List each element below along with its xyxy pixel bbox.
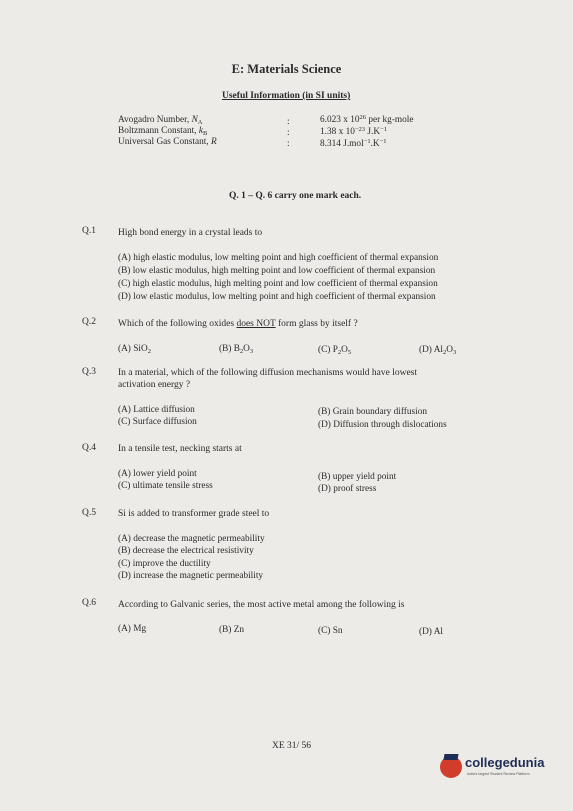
option-d: (D) proof stress	[318, 484, 377, 494]
option-c: (C) improve the ductility	[118, 559, 211, 569]
question-number: Q.4	[82, 443, 96, 453]
constant-sep: :	[287, 117, 290, 127]
question-text: In a material, which of the following diffusion mechanisms would have lowest	[118, 368, 418, 378]
logo-name: collegedunia	[465, 755, 545, 770]
option-b: (B) low elastic modulus, high melting point and low coefficient of thermal expansion	[118, 266, 436, 276]
option-d: (D) low elastic modulus, low melting point and high coefficient of thermal expansion	[118, 292, 436, 302]
option-a: (A) high elastic modulus, low melting point and high coefficient of thermal expansion	[118, 253, 439, 263]
question-text: Which of the following oxides does NOT form glass by itself ?	[118, 319, 358, 329]
page-number: XE 31/ 56	[272, 741, 312, 751]
option-d: (D) increase the magnetic permeability	[118, 571, 264, 581]
question-text: High bond energy in a crystal leads to	[118, 228, 263, 238]
option-b: (B) Zn	[219, 625, 245, 635]
option-a: (A) lower yield point	[118, 469, 197, 479]
constant-boltzmann-value: 1.38 x $10^{-23}$ $J.K^{-1}$	[320, 126, 387, 137]
logo-tagline: India's largest Student Review Platform	[467, 772, 530, 776]
option-b: (B) decrease the electrical resistivity	[118, 546, 254, 556]
question-number: Q.1	[82, 226, 96, 236]
question-text: Si is added to transformer grade steel to	[118, 509, 270, 519]
question-text-line2: activation energy ?	[118, 380, 191, 390]
cap-shape	[443, 754, 458, 760]
option-c: (C) Sn	[318, 626, 343, 636]
option-d: (D) Diffusion through dislocations	[318, 420, 447, 430]
constant-gas-value: 8.314 $J.mol^{-1}.K^{-1}$	[320, 138, 387, 149]
question-number: Q.5	[82, 508, 96, 518]
question-text: In a tensile test, necking starts at	[118, 444, 242, 454]
useful-info-heading: Useful Information (in SI units)	[222, 91, 351, 101]
option-a: (A) decrease the magnetic permeability	[118, 534, 265, 544]
option-b: (B) upper yield point	[318, 472, 397, 482]
constant-sep: :	[287, 128, 290, 138]
option-d: (D) $Al_2O_3$	[419, 345, 457, 356]
collegedunia-logo	[440, 752, 560, 782]
question-text: According to Galvanic series, the most active metal among the following is	[118, 600, 405, 610]
question-number: Q.2	[82, 317, 96, 327]
constant-boltzmann-name: Boltzmann Constant, $k_B$	[118, 126, 208, 137]
option-c: (C) $P_2O_5$	[318, 345, 352, 356]
option-a: (A) Lattice diffusion	[118, 405, 195, 415]
option-b: (B) Grain boundary diffusion	[318, 407, 428, 417]
option-c: (C) high elastic modulus, high melting point and low coefficient of thermal expansion	[118, 279, 438, 289]
option-d: (D) Al	[419, 627, 444, 637]
question-number: Q.6	[82, 598, 96, 608]
section-heading: Q. 1 – Q. 6 carry one mark each.	[229, 191, 362, 201]
constant-avogadro-value: 6.023 x $10^{26}$ per kg-mole	[320, 114, 414, 125]
option-b: (B) $B_2O_3$	[219, 344, 254, 355]
question-number: Q.3	[82, 367, 96, 377]
constant-gas-name: Universal Gas Constant, R	[118, 137, 217, 147]
page-title: E: Materials Science	[231, 62, 342, 76]
constant-avogadro-name: Avogadro Number, $N_A$	[118, 115, 203, 126]
option-a: (A) SiO$_2$	[118, 344, 151, 355]
option-c: (C) Surface diffusion	[118, 417, 197, 427]
option-c: (C) ultimate tensile stress	[118, 481, 213, 491]
option-a: (A) Mg	[118, 624, 147, 634]
constant-sep: :	[287, 139, 290, 149]
